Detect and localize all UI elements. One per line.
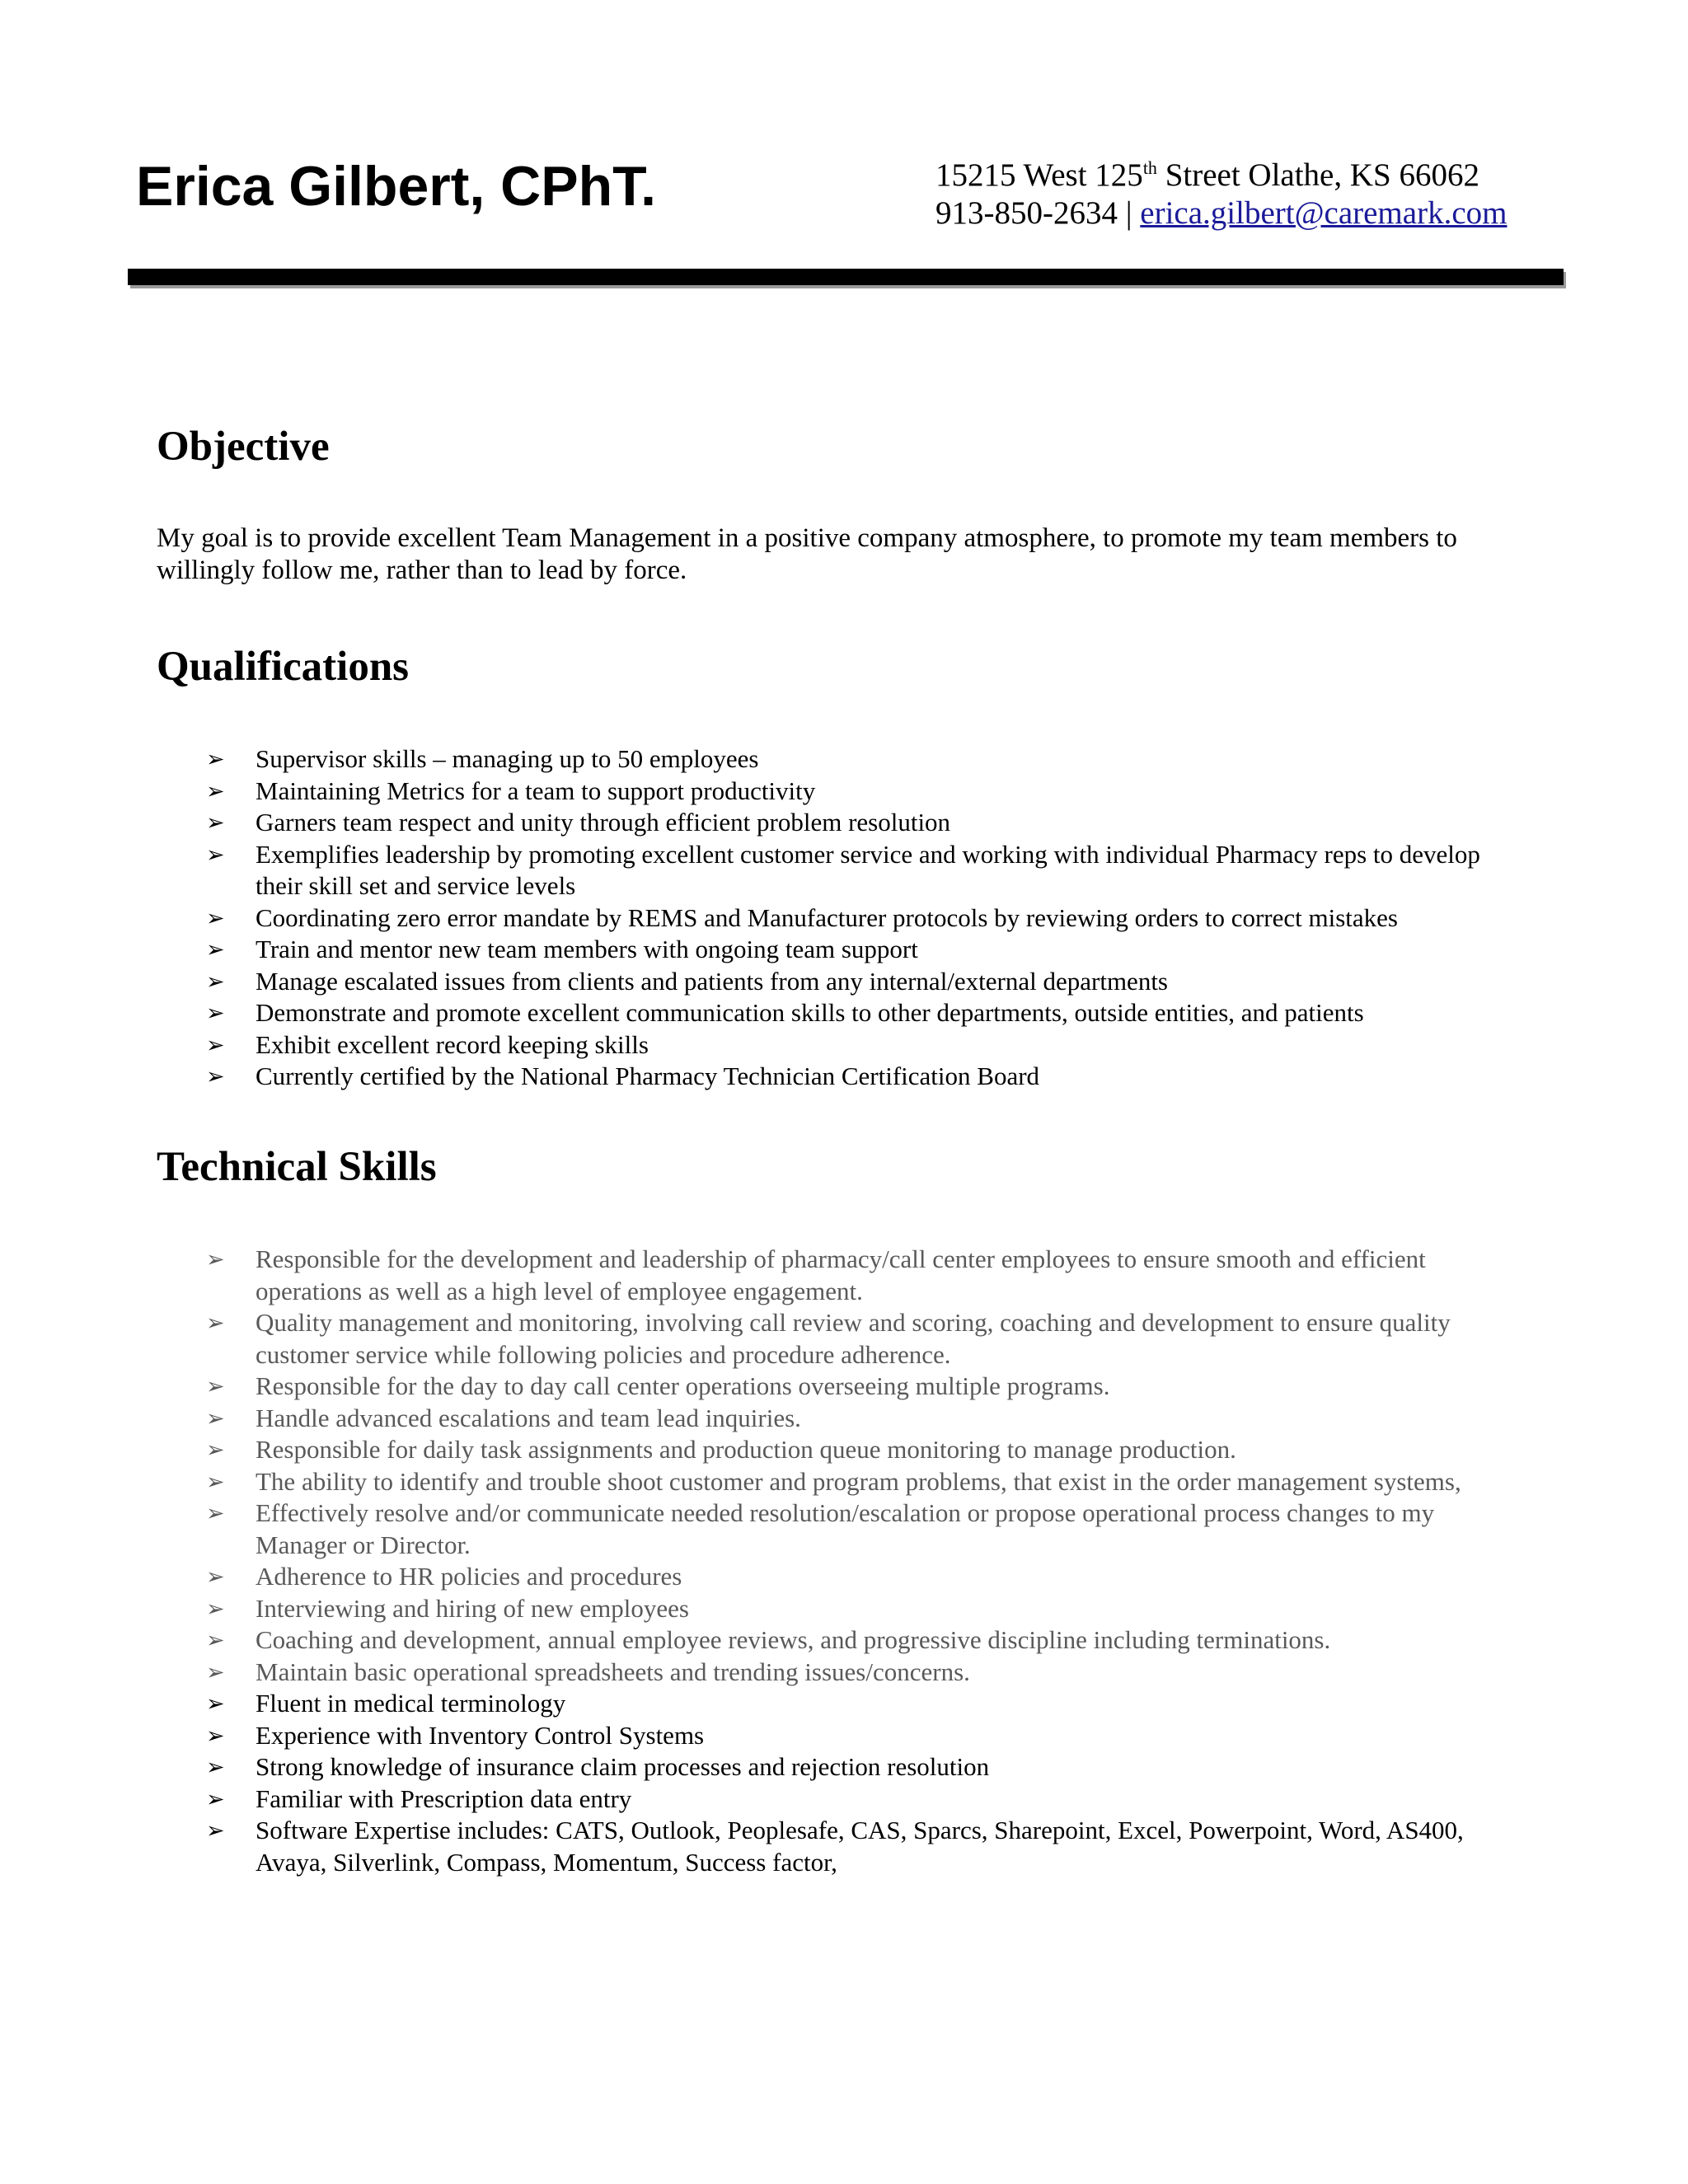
arrowhead-bullet-icon: ➢ <box>206 1247 225 1272</box>
list-item-text: Software Expertise includes: CATS, Outlook, Peoplesafe, CAS, Sparcs, Sharepoint, Excel, Powerpoint, Word, AS400, Avaya, Silverlink, Compass, Momentum, Success factor, <box>256 1816 1464 1877</box>
list-item-text: Quality management and monitoring, involving call review and scoring, coaching and development to ensure quality customer service while following policies and procedure adherence. <box>256 1308 1451 1369</box>
phone-number: 913-850-2634 | <box>935 195 1141 231</box>
list-item <box>0 1657 1688 1689</box>
list-item <box>0 776 1688 808</box>
arrowhead-bullet-icon: ➢ <box>206 937 225 962</box>
address-prefix: 15215 West 125 <box>935 157 1143 193</box>
list-item <box>0 743 1688 776</box>
list-item-text: Manage escalated issues from clients and patients from any internal/external departments <box>256 966 1168 996</box>
arrowhead-bullet-icon: ➢ <box>206 1691 225 1716</box>
objective-text: My goal is to provide excellent Team Management in a positive company atmosphere, to promote my team members to willingly follow me, rather than to lead by force. <box>157 523 1457 585</box>
list-item-text: Coaching and development, annual employee reviews, and progressive discipline including terminations. <box>256 1625 1331 1654</box>
arrowhead-bullet-icon: ➢ <box>206 1469 225 1494</box>
address-suffix: Street Olathe, KS 66062 <box>1156 157 1479 193</box>
list-item-text: Responsible for the development and leadership of pharmacy/call center employees to ensure smooth and efficient operations as well as a high level of employee engagement. <box>256 1244 1426 1305</box>
list-item-text: The ability to identify and trouble shoot customer and program problems, that exist in the order management systems, <box>256 1466 1461 1496</box>
list-item-text: Demonstrate and promote excellent communication skills to other departments, outside entities, and patients <box>256 998 1364 1027</box>
arrowhead-bullet-icon: ➢ <box>206 1310 225 1335</box>
contact-block <box>935 157 1507 232</box>
arrowhead-bullet-icon: ➢ <box>206 1755 225 1779</box>
list-item-text: Maintain basic operational spreadsheets and trending issues/concerns. <box>256 1657 970 1686</box>
arrowhead-bullet-icon: ➢ <box>206 1628 225 1652</box>
arrowhead-bullet-icon: ➢ <box>206 841 225 867</box>
arrowhead-bullet-icon: ➢ <box>206 1374 225 1399</box>
technical-skills-list <box>0 1244 1688 1878</box>
arrowhead-bullet-icon: ➢ <box>206 1722 225 1748</box>
header-divider <box>128 269 1564 285</box>
arrowhead-bullet-icon: ➢ <box>206 1786 225 1811</box>
list-item <box>0 966 1688 998</box>
list-item <box>0 1466 1688 1498</box>
list-item <box>0 1434 1688 1466</box>
list-item <box>0 1029 1688 1062</box>
list-item <box>0 839 1688 902</box>
list-item <box>0 1624 1688 1657</box>
list-item <box>0 997 1688 1029</box>
list-item <box>0 1497 1688 1561</box>
arrowhead-bullet-icon: ➢ <box>206 810 225 835</box>
list-item-text: Handle advanced escalations and team lead inquiries. <box>256 1403 801 1432</box>
qualifications-heading: Qualifications <box>157 644 410 690</box>
qualifications-list <box>0 743 1688 1093</box>
email-link[interactable]: erica.gilbert@caremark.com <box>1140 195 1507 231</box>
list-item-text: Supervisor skills – managing up to 50 employees <box>256 744 759 773</box>
arrowhead-bullet-icon: ➢ <box>206 968 225 994</box>
list-item-text: Experience with Inventory Control Systems <box>256 1720 705 1750</box>
list-item-text: Effectively resolve and/or communicate needed resolution/escalation or propose operational process changes to my Manager or Director. <box>256 1498 1435 1559</box>
arrowhead-bullet-icon: ➢ <box>206 1001 225 1025</box>
list-item <box>0 1751 1688 1783</box>
list-item <box>0 1720 1688 1752</box>
arrowhead-bullet-icon: ➢ <box>206 1437 225 1462</box>
arrowhead-bullet-icon: ➢ <box>206 1405 225 1431</box>
list-item <box>0 1561 1688 1593</box>
list-item-text: Garners team respect and unity through efficient problem resolution <box>256 808 951 837</box>
list-item <box>0 1783 1688 1816</box>
arrowhead-bullet-icon: ➢ <box>206 1564 225 1589</box>
address-ordinal: th <box>1142 157 1157 178</box>
arrowhead-bullet-icon: ➢ <box>206 1064 225 1089</box>
arrowhead-bullet-icon: ➢ <box>206 747 225 771</box>
arrowhead-bullet-icon: ➢ <box>206 778 225 804</box>
list-item <box>0 807 1688 839</box>
list-item-text: Train and mentor new team members with ongoing team support <box>256 935 918 963</box>
objective-heading: Objective <box>157 424 330 470</box>
arrowhead-bullet-icon: ➢ <box>206 1596 225 1621</box>
list-item-text: Fluent in medical terminology <box>256 1689 566 1718</box>
list-item <box>0 1061 1688 1093</box>
list-item-text: Responsible for daily task assignments and production queue monitoring to manage production. <box>256 1435 1236 1464</box>
arrowhead-bullet-icon: ➢ <box>206 1501 225 1526</box>
list-item-text: Responsible for the day to day call center operations overseeing multiple programs. <box>256 1371 1110 1400</box>
arrowhead-bullet-icon: ➢ <box>206 905 225 930</box>
list-item <box>0 1688 1688 1720</box>
list-item <box>0 1244 1688 1307</box>
arrowhead-bullet-icon: ➢ <box>206 1818 225 1843</box>
phone-email-line <box>935 194 1507 232</box>
list-item <box>0 1403 1688 1435</box>
list-item-text: Familiar with Prescription data entry <box>256 1783 632 1813</box>
list-item <box>0 934 1688 966</box>
list-item-text: Exhibit excellent record keeping skills <box>256 1029 649 1059</box>
arrowhead-bullet-icon: ➢ <box>206 1659 225 1685</box>
list-item <box>0 1371 1688 1403</box>
arrowhead-bullet-icon: ➢ <box>206 1032 225 1057</box>
list-item <box>0 1307 1688 1371</box>
list-item-text: Interviewing and hiring of new employees <box>256 1593 689 1623</box>
list-item <box>0 1593 1688 1625</box>
technical-skills-heading: Technical Skills <box>157 1144 437 1190</box>
address-line <box>935 157 1507 194</box>
list-item-text: Strong knowledge of insurance claim processes and rejection resolution <box>256 1752 990 1781</box>
list-item-text: Adherence to HR policies and procedures <box>256 1562 682 1591</box>
candidate-name: Erica Gilbert, CPhT. <box>136 155 657 218</box>
list-item <box>0 902 1688 935</box>
list-item-text: Exemplifies leadership by promoting excellent customer service and working with individual Pharmacy reps to develop their skill set and service levels <box>256 839 1480 900</box>
list-item <box>0 1815 1688 1878</box>
list-item-text: Coordinating zero error mandate by REMS and Manufacturer protocols by reviewing orders to correct mistakes <box>256 902 1398 932</box>
list-item-text: Currently certified by the National Pharmacy Technician Certification Board <box>256 1062 1040 1090</box>
list-item-text: Maintaining Metrics for a team to support productivity <box>256 776 816 805</box>
